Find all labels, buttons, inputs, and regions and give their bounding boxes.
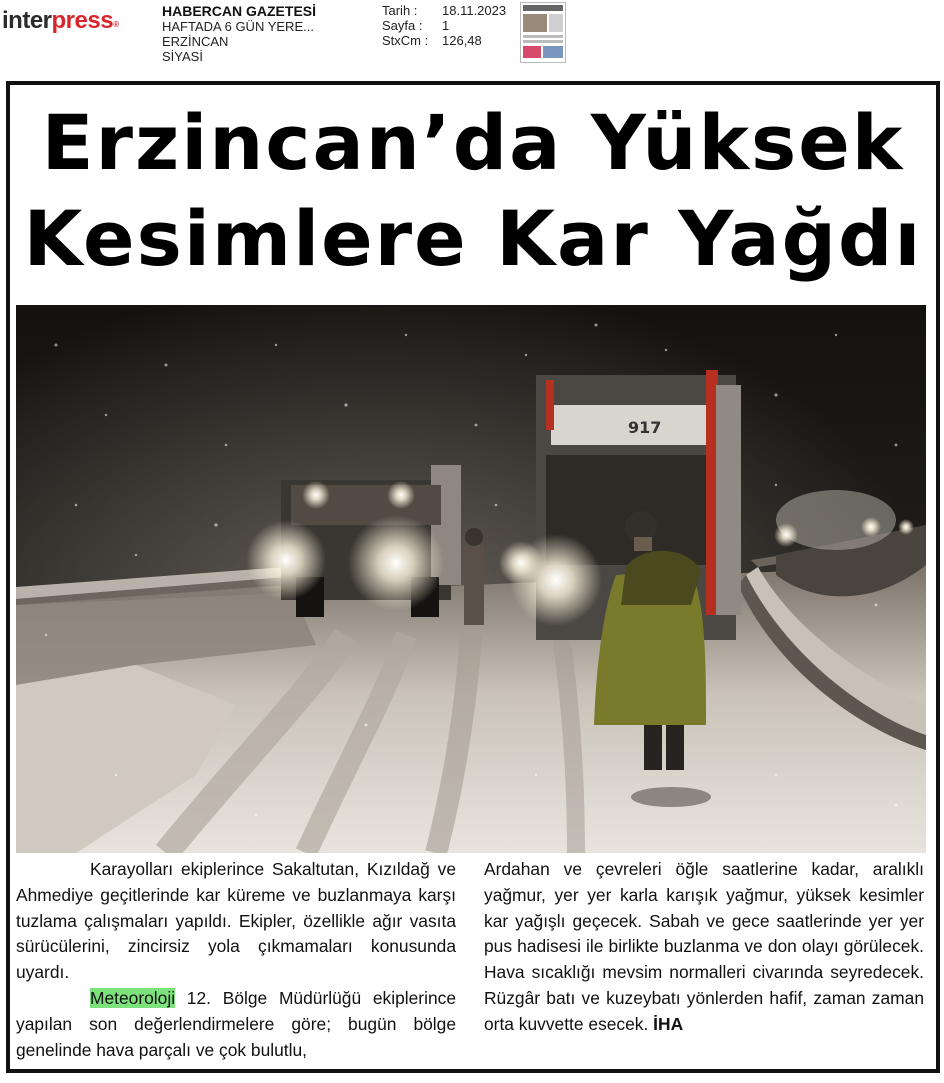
article-column-right (484, 857, 924, 1038)
date-label: Tarih : (382, 3, 418, 18)
stxcm-row (382, 33, 506, 48)
article-column-left (16, 857, 456, 1063)
stxcm-label: StxCm : (382, 33, 429, 48)
news-clipping (6, 81, 940, 1073)
highlighted-keyword: Meteoroloji (90, 987, 176, 1008)
headline-line-2: Kesimlere Kar Yağdı (23, 194, 923, 283)
paragraph-3-text: Ardahan ve çevreleri öğle saatlerine kadar, aralıklı yağmur, yer yer karla karışık yağmur, yüksek kesimler kar yağışlı geçecek. Sabah ve gece saatlerinde yer yer pus hadisesi ile birlikte buzlanma ve don olayı görülecek. Hava sıcaklığı mevsim normalleri civarında seyredecek. Rüzgâr batı ve kuzeybatı yönlerden hafif, zaman zaman orta kuvvette esecek. (484, 859, 924, 1034)
paragraph-2-text: 12. Bölge Müdürlüğü ekiplerince yapılan son değerlendirmelere göre; bugün bölge genelinde hava parçalı ve çok bulutlu, (16, 987, 456, 1060)
publication-city: ERZİNCAN (162, 34, 229, 49)
registered-mark: ® (113, 20, 119, 29)
paragraph-3 (484, 857, 924, 1038)
article-headline (10, 95, 936, 287)
publication-category: SİYASİ (162, 49, 203, 64)
page-thumbnail[interactable] (520, 2, 566, 63)
truck-plate-text: 917 (628, 418, 662, 437)
paragraph-1: Karayolları ekiplerince Sakaltutan, Kızıldağ ve Ahmediye geçitlerinde kar küreme ve buzlanmaya karşı tuzlama çalışmaları yapıldı. Ekipler, özellikle ağır vasıta sürücülerini, zincirsiz yola çıkmamaları konusunda uyardı. (16, 859, 456, 983)
page-label: Sayfa : (382, 18, 423, 33)
byline: İHA (653, 1013, 684, 1034)
page-row (382, 18, 506, 33)
article-body (16, 857, 926, 1067)
snowy-road-trucks-image (16, 305, 926, 853)
interpress-logo (2, 6, 118, 36)
date-row (382, 3, 506, 18)
clipping-details (382, 3, 506, 48)
clipping-header (0, 0, 944, 72)
logo-text-accent: press (51, 7, 114, 34)
page-value: 1 (442, 18, 450, 33)
publication-frequency: HAFTADA 6 GÜN YERE... (162, 19, 314, 34)
paragraph-2 (16, 986, 456, 1063)
source-info (162, 4, 316, 64)
logo-text-main: inter (2, 7, 52, 34)
date-value: 18.11.2023 (442, 3, 507, 18)
newspaper-name: HABERCAN GAZETESİ (162, 3, 317, 19)
article-photo (16, 305, 926, 853)
headline-line-1: Erzincan’da Yüksek (41, 98, 905, 187)
stxcm-value: 126,48 (442, 33, 482, 48)
